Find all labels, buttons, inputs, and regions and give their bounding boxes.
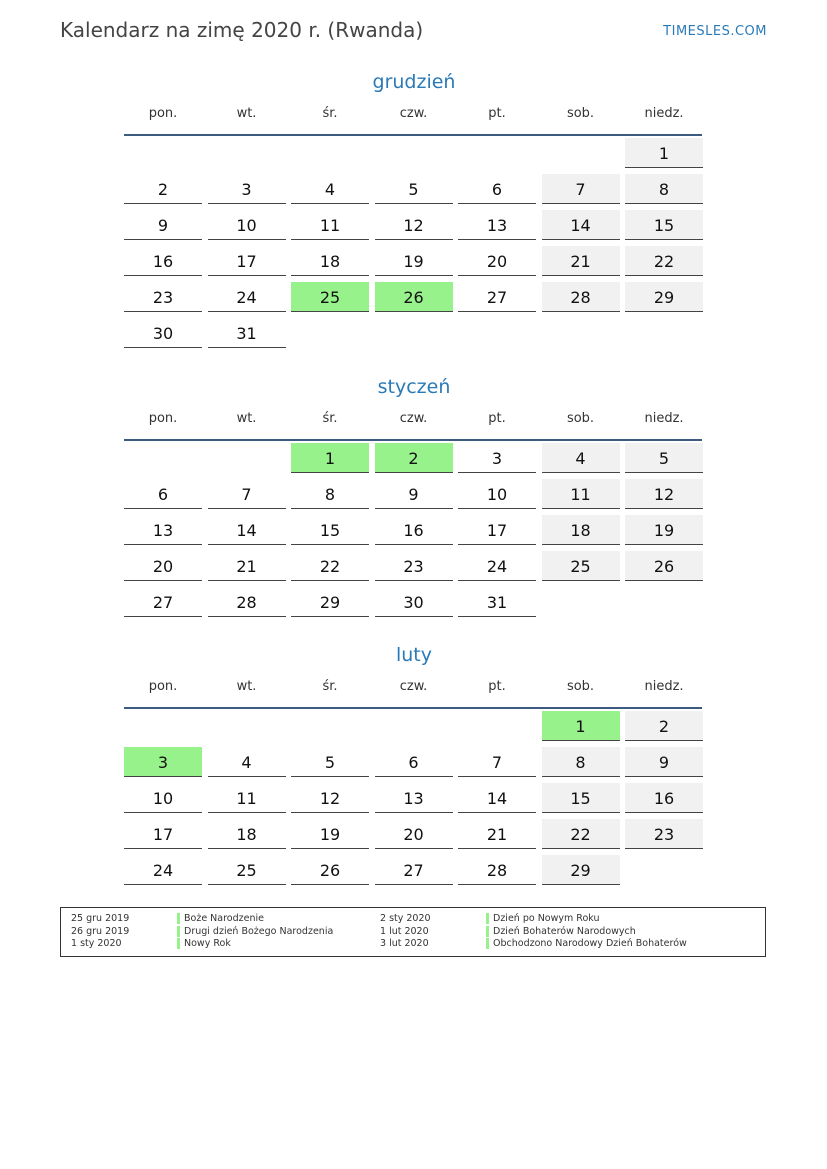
day-cell: 23 xyxy=(625,819,703,849)
holiday-day-cell: 26 xyxy=(375,282,453,312)
day-cell: 19 xyxy=(375,246,453,276)
day-cell: 16 xyxy=(124,246,202,276)
day-cell: 14 xyxy=(208,515,286,545)
legend-holiday-name: Dzień po Nowym Roku xyxy=(493,913,600,924)
day-cell: 9 xyxy=(375,479,453,509)
day-cell: 14 xyxy=(458,783,536,813)
legend-holiday-name: Boże Narodzenie xyxy=(184,913,264,924)
day-cell: 17 xyxy=(124,819,202,849)
day-cell: 21 xyxy=(458,819,536,849)
day-cell: 15 xyxy=(542,783,620,813)
day-cell: 10 xyxy=(124,783,202,813)
legend-holiday-name: Obchodzono Narodowy Dzień Bohaterów xyxy=(493,938,687,949)
holiday-day-cell: 2 xyxy=(375,443,453,473)
weekday-label: czw. xyxy=(399,411,428,426)
day-cell: 7 xyxy=(458,747,536,777)
day-cell: 6 xyxy=(375,747,453,777)
page-title: Kalendarz na zimę 2020 r. (Rwanda) xyxy=(60,18,424,42)
day-cell: 27 xyxy=(375,855,453,885)
day-cell: 25 xyxy=(542,551,620,581)
day-cell: 23 xyxy=(375,551,453,581)
day-cell: 15 xyxy=(291,515,369,545)
day-cell: 8 xyxy=(625,174,703,204)
day-grid xyxy=(124,711,704,891)
legend-date: 3 lut 2020 xyxy=(380,938,429,949)
day-cell: 2 xyxy=(625,711,703,741)
month-february xyxy=(124,641,704,891)
day-cell: 16 xyxy=(375,515,453,545)
holiday-color-marker xyxy=(177,938,180,949)
holiday-legend xyxy=(60,907,766,957)
day-cell: 20 xyxy=(375,819,453,849)
day-cell: 7 xyxy=(208,479,286,509)
day-cell: 12 xyxy=(625,479,703,509)
day-cell: 29 xyxy=(625,282,703,312)
day-cell: 24 xyxy=(458,551,536,581)
site-link[interactable]: TIMESLES.COM xyxy=(663,24,767,39)
day-cell: 1 xyxy=(625,138,703,168)
day-cell: 29 xyxy=(542,855,620,885)
weekday-label: śr. xyxy=(322,106,338,121)
legend-holiday-name: Dzień Bohaterów Narodowych xyxy=(493,925,636,937)
day-cell: 31 xyxy=(208,318,286,348)
day-cell: 6 xyxy=(124,479,202,509)
day-cell: 27 xyxy=(124,587,202,617)
day-cell: 28 xyxy=(208,587,286,617)
legend-holiday-name: Drugi dzień Bożego Narodzenia xyxy=(184,925,334,937)
day-cell: 12 xyxy=(375,210,453,240)
day-cell: 10 xyxy=(458,479,536,509)
month-title: grudzień xyxy=(372,71,456,93)
legend-date: 1 lut 2020 xyxy=(380,925,429,937)
day-cell: 12 xyxy=(291,783,369,813)
day-cell: 21 xyxy=(208,551,286,581)
day-cell: 28 xyxy=(458,855,536,885)
day-cell: 2 xyxy=(124,174,202,204)
holiday-color-marker xyxy=(486,938,489,949)
weekday-header xyxy=(124,106,704,132)
header-rule xyxy=(124,439,702,441)
weekday-label: pon. xyxy=(148,679,178,694)
weekday-label: sob. xyxy=(566,106,595,121)
day-cell: 5 xyxy=(625,443,703,473)
day-cell: 4 xyxy=(208,747,286,777)
weekday-label: czw. xyxy=(399,679,428,694)
weekday-label: pon. xyxy=(148,106,178,121)
weekday-label: wt. xyxy=(236,679,257,694)
day-cell: 3 xyxy=(458,443,536,473)
day-cell: 20 xyxy=(124,551,202,581)
weekday-label: sob. xyxy=(566,679,595,694)
weekday-label: śr. xyxy=(322,411,338,426)
holiday-color-marker xyxy=(486,926,489,937)
holiday-color-marker xyxy=(177,926,180,937)
weekday-label: niedz. xyxy=(644,679,684,694)
day-cell: 3 xyxy=(208,174,286,204)
weekday-label: pt. xyxy=(488,106,506,121)
day-cell: 24 xyxy=(124,855,202,885)
month-title: luty xyxy=(395,644,432,666)
weekday-label: wt. xyxy=(236,411,257,426)
day-cell: 16 xyxy=(625,783,703,813)
day-cell: 5 xyxy=(291,747,369,777)
day-cell: 11 xyxy=(208,783,286,813)
weekday-header xyxy=(124,411,704,437)
weekday-label: pon. xyxy=(148,411,178,426)
day-cell: 18 xyxy=(208,819,286,849)
day-cell: 28 xyxy=(542,282,620,312)
legend-date: 25 gru 2019 xyxy=(71,913,130,924)
day-cell: 19 xyxy=(291,819,369,849)
day-cell: 26 xyxy=(625,551,703,581)
header-rule xyxy=(124,707,702,709)
day-cell: 8 xyxy=(291,479,369,509)
day-grid xyxy=(124,138,704,354)
weekday-header xyxy=(124,679,704,705)
day-cell: 6 xyxy=(458,174,536,204)
day-cell: 17 xyxy=(208,246,286,276)
header-rule xyxy=(124,134,702,136)
day-cell: 10 xyxy=(208,210,286,240)
holiday-day-cell: 1 xyxy=(291,443,369,473)
weekday-label: pt. xyxy=(488,411,506,426)
weekday-label: wt. xyxy=(236,106,257,121)
day-cell: 22 xyxy=(625,246,703,276)
day-cell: 11 xyxy=(291,210,369,240)
day-cell: 13 xyxy=(375,783,453,813)
day-cell: 30 xyxy=(375,587,453,617)
legend-date: 2 sty 2020 xyxy=(380,913,431,924)
weekday-label: pt. xyxy=(488,679,506,694)
day-cell: 7 xyxy=(542,174,620,204)
weekday-label: sob. xyxy=(566,411,595,426)
month-december xyxy=(124,68,704,354)
day-cell: 11 xyxy=(542,479,620,509)
holiday-day-cell: 25 xyxy=(291,282,369,312)
weekday-label: czw. xyxy=(399,106,428,121)
holiday-color-marker xyxy=(486,913,489,924)
day-grid xyxy=(124,443,704,623)
day-cell: 15 xyxy=(625,210,703,240)
day-cell: 17 xyxy=(458,515,536,545)
day-cell: 26 xyxy=(291,855,369,885)
day-cell: 25 xyxy=(208,855,286,885)
holiday-day-cell: 1 xyxy=(542,711,620,741)
day-cell: 9 xyxy=(625,747,703,777)
day-cell: 19 xyxy=(625,515,703,545)
day-cell: 21 xyxy=(542,246,620,276)
day-cell: 20 xyxy=(458,246,536,276)
day-cell: 13 xyxy=(124,515,202,545)
day-cell: 24 xyxy=(208,282,286,312)
day-cell: 18 xyxy=(542,515,620,545)
weekday-label: śr. xyxy=(322,679,338,694)
day-cell: 31 xyxy=(458,587,536,617)
day-cell: 4 xyxy=(542,443,620,473)
day-cell: 13 xyxy=(458,210,536,240)
day-cell: 8 xyxy=(542,747,620,777)
day-cell: 27 xyxy=(458,282,536,312)
day-cell: 4 xyxy=(291,174,369,204)
day-cell: 29 xyxy=(291,587,369,617)
day-cell: 23 xyxy=(124,282,202,312)
day-cell: 14 xyxy=(542,210,620,240)
day-cell: 18 xyxy=(291,246,369,276)
legend-date: 26 gru 2019 xyxy=(71,925,130,937)
holiday-day-cell: 3 xyxy=(124,747,202,777)
month-january xyxy=(124,373,704,623)
legend-date: 1 sty 2020 xyxy=(71,938,122,949)
weekday-label: niedz. xyxy=(644,411,684,426)
day-cell: 22 xyxy=(291,551,369,581)
day-cell: 30 xyxy=(124,318,202,348)
holiday-color-marker xyxy=(177,913,180,924)
day-cell: 22 xyxy=(542,819,620,849)
day-cell: 5 xyxy=(375,174,453,204)
weekday-label: niedz. xyxy=(644,106,684,121)
month-title: styczeń xyxy=(377,376,451,398)
legend-holiday-name: Nowy Rok xyxy=(184,938,231,949)
day-cell: 9 xyxy=(124,210,202,240)
